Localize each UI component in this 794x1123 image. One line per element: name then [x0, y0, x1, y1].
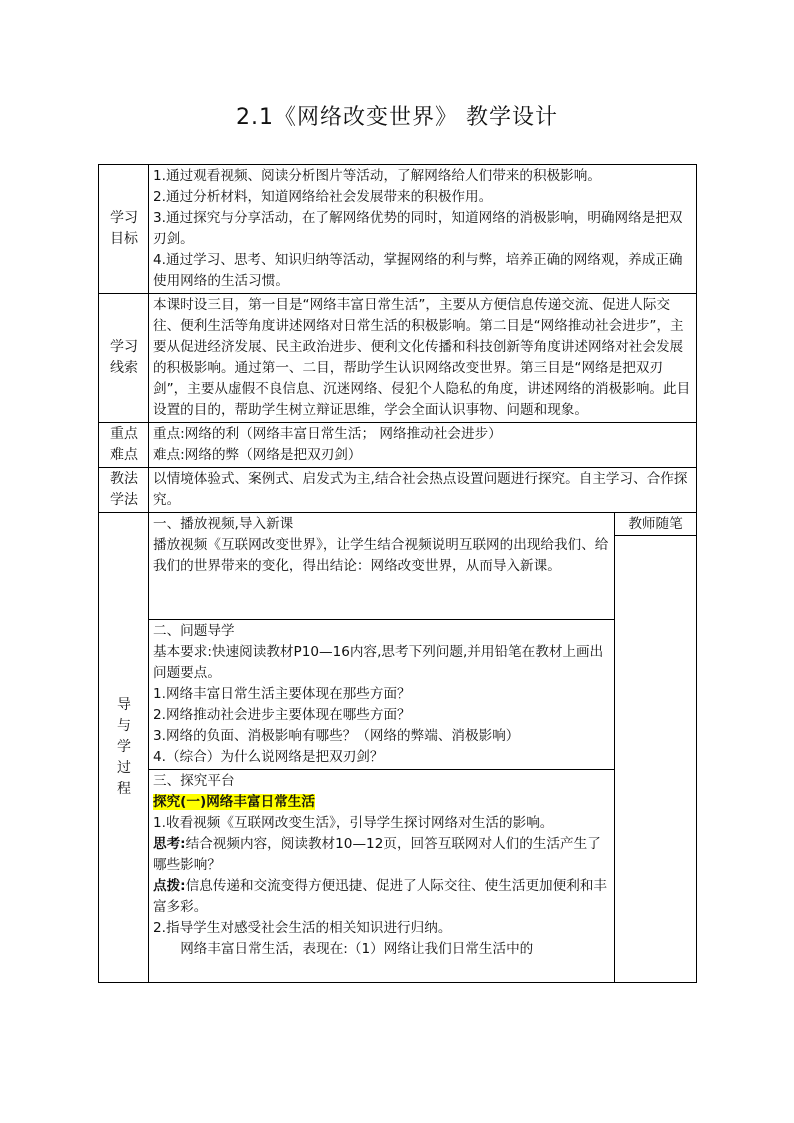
methods-row — [99, 468, 697, 513]
question-item: 4.（综合）为什么说网络是把双刃剑？ — [153, 749, 384, 765]
lesson-plan-table — [98, 164, 697, 983]
key-point: 重点:网络的利（网络丰富日常生活； 网络推动社会进步） — [153, 426, 502, 442]
goal-item: 2.通过分析材料，知道网络给社会发展带来的积极作用。 — [153, 189, 493, 205]
clues-row — [99, 294, 697, 423]
section-intro — [149, 513, 615, 620]
teacher-notes-header: 教师随笔 — [615, 513, 696, 536]
process-label: 导 与 学 过 程 — [99, 513, 149, 983]
clues-label: 学习 线索 — [99, 294, 149, 423]
activity-item: 2.指导学生对感受社会生活的相关知识进行归纳。 — [153, 920, 452, 936]
section-explore — [149, 770, 615, 983]
document-title: 2.1《网络改变世界》 教学设计 — [236, 105, 558, 130]
section-questions — [149, 620, 615, 770]
highlighted-subheading: 探究(一)网络丰富日常生活 — [153, 794, 315, 810]
section-heading: 三、探究平台 — [153, 773, 235, 789]
hint-label: 点拨: — [153, 878, 186, 894]
goal-item: 3.通过探究与分享活动，在了解网络优势的同时，知道网络的消极影响，明确网络是把双刃剑。 — [153, 210, 683, 247]
keypoints-row — [99, 423, 697, 468]
hint-paragraph: 点拨:信息传递和交流变得方便迅捷、促进了人际交往、使生活更加便利和丰富多彩。 — [153, 878, 608, 915]
clues-content: 本课时设三目，第一目是“网络丰富日常生活”，主要从方便信息传递交流、促进人际交往、便利生活等角度讲述网络对日常生活的积极影响。第二目是“网络推动社会进步”，主要从促进经济发展、民主政治进步、便利文化传播和科技创新等角度讲述网络对社会发展的积极影响。通过第一、二目，帮助学生认识网络改变世界。第三目是“网络是把双刃剑”，主要从虚假不良信息、沉迷网络、侵犯个人隐私的角度，讲述网络的消极影响。此目设置的目的，帮助学生树立辩证思维，学会全面认识事物、问题和现象。 — [149, 294, 697, 423]
section-text: 播放视频《互联网改变世界》，让学生结合视频说明互联网的出现给我们、给我们的世界带来的变化，得出结论：网络改变世界，从而导入新课。 — [153, 537, 609, 574]
methods-label: 教法 学法 — [99, 468, 149, 513]
process-row-2 — [99, 620, 697, 770]
goals-row — [99, 165, 697, 294]
think-paragraph: 思考:结合视频内容，阅读教材10—12页，回答互联网对人们的生活产生了哪些影响？ — [153, 836, 601, 873]
think-label: 思考: — [153, 836, 186, 852]
activity-item: 1.收看视频《互联网改变生活》，引导学生探讨网络对生活的影响。 — [153, 815, 554, 831]
keypoints-content — [149, 423, 697, 468]
methods-content: 以情境体验式、案例式、启发式为主,结合社会热点设置问题进行探究。自主学习、合作探究。 — [149, 468, 697, 513]
goals-label: 学习 目标 — [99, 165, 149, 294]
process-row-3 — [99, 770, 697, 983]
goal-item: 4.通过学习、思考、知识归纳等活动，掌握网络的利与弊，培养正确的网络观，养成正确使用网络的生活习惯。 — [153, 252, 683, 289]
requirement-text: 基本要求:快速阅读教材P10—16内容,思考下列问题,并用铅笔在教材上画出问题要点。 — [153, 644, 604, 681]
section-heading: 二、问题导学 — [153, 623, 235, 639]
question-item: 2.网络推动社会进步主要体现在哪些方面？ — [153, 707, 411, 723]
question-item: 3.网络的负面、消极影响有哪些？（网络的弊端、消极影响） — [153, 728, 520, 744]
goal-item: 1.通过观看视频、阅读分析图片等活动，了解网络给人们带来的积极影响。 — [153, 168, 601, 184]
goals-content — [149, 165, 697, 294]
process-row-1 — [99, 513, 697, 620]
keypoints-label: 重点 难点 — [99, 423, 149, 468]
summary-text: 网络丰富日常生活，表现在:（1）网络让我们日常生活中的 — [180, 941, 534, 957]
difficult-point: 难点:网络的弊（网络是把双刃剑） — [153, 447, 362, 463]
teacher-notes-column — [615, 513, 697, 983]
section-heading: 一、播放视频,导入新课 — [153, 516, 294, 532]
question-item: 1.网络丰富日常生活主要体现在那些方面？ — [153, 686, 411, 702]
